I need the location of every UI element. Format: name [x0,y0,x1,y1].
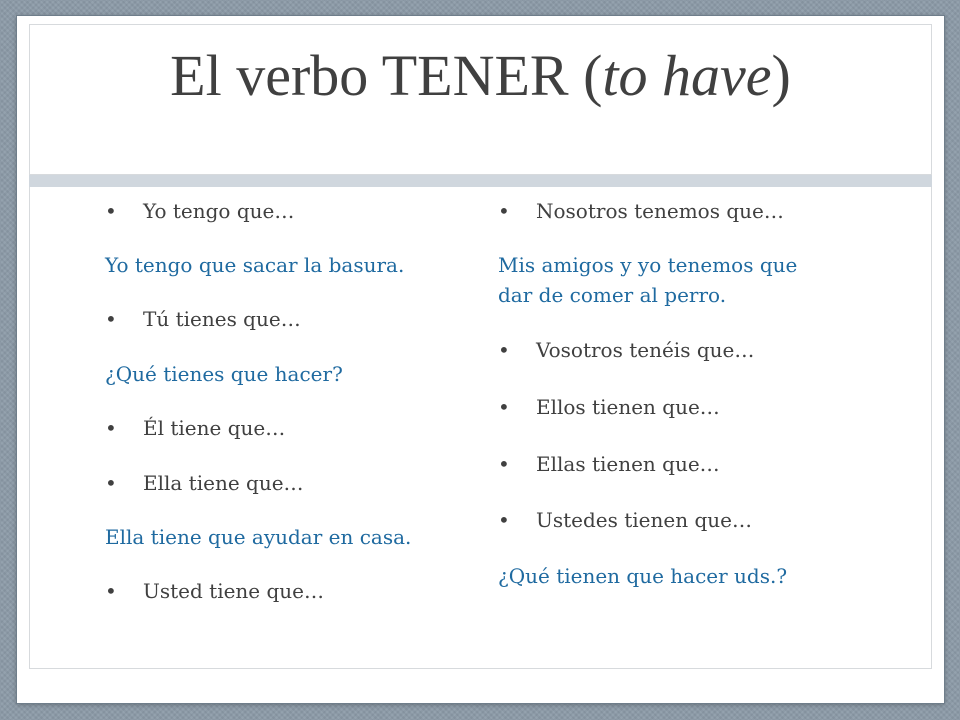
title-divider-band [29,175,932,187]
bullet-item: • Yo tengo que… [105,196,294,226]
example-sentence: dar de comer al perro. [498,283,727,307]
bullet-item: • Ellos tienen que… [498,392,720,422]
slide [17,16,944,703]
example-sentence: ¿Qué tienes que hacer? [105,362,343,386]
title-main: El verbo TENER ( [170,43,603,108]
bullet-item: • Tú tienes que… [105,304,301,334]
bullet-item: • Ellas tienen que… [498,449,720,479]
slide-title [17,44,944,108]
bullet-item: • Vosotros tenéis que… [498,335,754,365]
bullet-item: • Ella tiene que… [105,468,304,498]
title-close: ) [771,43,791,108]
example-sentence: Mis amigos y yo tenemos que [498,253,798,277]
bullet-item: • Él tiene que… [105,413,285,443]
bullet-item: • Ustedes tienen que… [498,505,752,535]
example-sentence: Ella tiene que ayudar en casa. [105,525,412,549]
bullet-item: • Nosotros tenemos que… [498,196,784,226]
example-sentence: ¿Qué tienen que hacer uds.? [498,564,788,588]
example-sentence: Yo tengo que sacar la basura. [105,253,405,277]
title-italic: to have [602,43,772,108]
bullet-item: • Usted tiene que… [105,576,324,606]
